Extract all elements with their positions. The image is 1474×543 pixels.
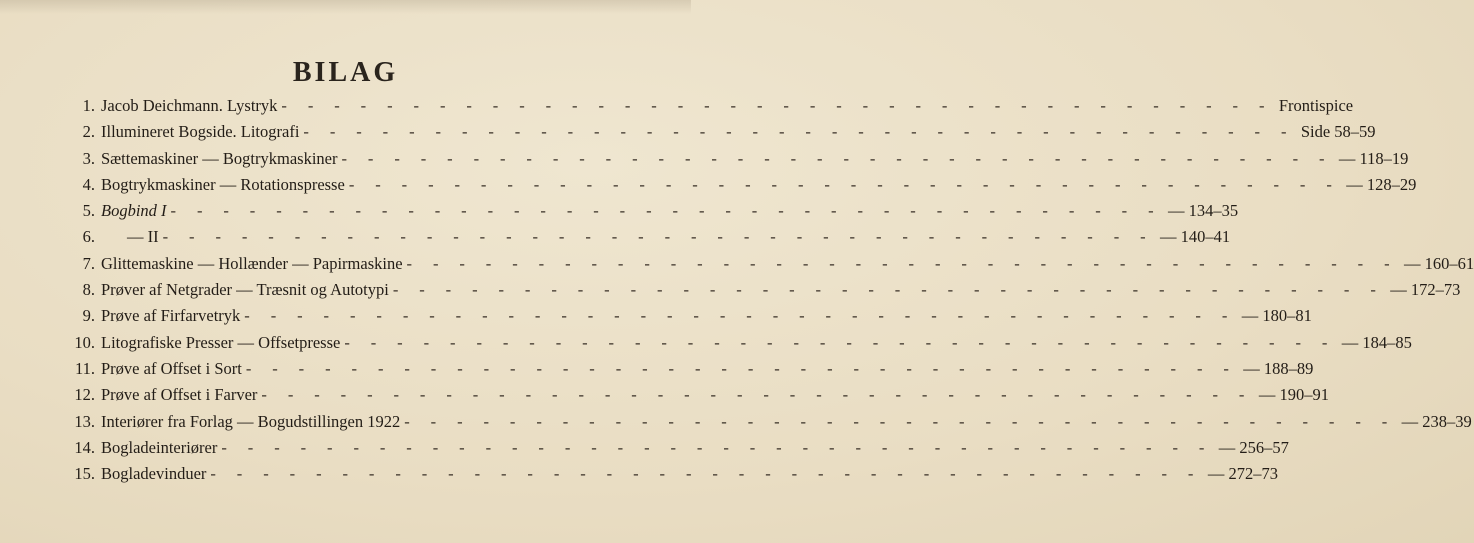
dot-leader: - - - - - - - - - - - - - - - - - - - - - - - - - - - - - - - - - - - - - - — [348, 174, 1341, 194]
entry-number: 1. — [82, 96, 95, 115]
list-item — [58, 119, 1376, 145]
entry-page: — 256–57 — [1218, 437, 1289, 457]
page-edge-shadow — [0, 0, 691, 14]
entry-label: Litografiske Presser — Offsetpresse — [101, 332, 341, 352]
list-item — [58, 146, 1409, 172]
dot-leader: - - - - - - - - - - - - - - - - - - - - - - - - - - - - - - - - - - - - - - — [162, 227, 1155, 247]
entry-label: Illumineret Bogside. Litografi — [101, 122, 300, 142]
entry-page: — 180–81 — [1241, 306, 1312, 326]
list-item — [58, 93, 1354, 119]
entry-label: Sættemaskiner — Bogtrykmaskiner — [101, 148, 338, 168]
dot-leader: - - - - - - - - - - - - - - - - - - - - - - - - - - - - - - - - - - - - - - — [170, 201, 1162, 221]
list-item — [58, 198, 1239, 224]
entry-label: Prøve af Offset i Sort — [101, 358, 242, 378]
list-item — [58, 224, 1231, 250]
entry-page: — 188–89 — [1243, 358, 1314, 378]
dot-leader: - - - - - - - - - - - - - - - - - - - - - - - - - - - - - - - - - - - - - - — [210, 464, 1202, 484]
entry-page: Side 58–59 — [1300, 122, 1376, 142]
plate-list — [58, 93, 1474, 487]
entry-page: — 238–39 — [1401, 411, 1472, 431]
entry-page: — 118–19 — [1338, 148, 1409, 168]
entry-label: — II — [127, 227, 159, 247]
entry-page: — 140–41 — [1160, 227, 1231, 247]
dot-leader: - - - - - - - - - - - - - - - - - - - - - - - - - - - - - - - - - - - - - - — [244, 306, 1236, 326]
entry-number: 8. — [82, 280, 95, 300]
entry-label-wrapper — [95, 224, 159, 250]
list-item — [58, 330, 1412, 356]
list-item — [58, 172, 1417, 198]
page-title: BILAG — [292, 56, 399, 88]
entry-number: 4. — [82, 174, 95, 194]
entry-label: Prøver af Netgrader — Træsnit og Autotypi — [101, 280, 389, 300]
list-item — [58, 435, 1289, 461]
list-item — [58, 409, 1472, 435]
entry-number: 13. — [74, 411, 95, 431]
entry-number: 7. — [82, 253, 95, 273]
entry-number: 15. — [74, 464, 95, 484]
entry-page: — 160–61 — [1403, 253, 1474, 273]
list-item — [58, 356, 1314, 382]
list-item — [58, 382, 1329, 408]
entry-label: Interiører fra Forlag — Bogudstillingen 1922 — [101, 411, 401, 431]
entry-label: Prøve af Firfarvetryk — [101, 306, 241, 326]
entry-number: 9. — [82, 306, 95, 326]
dot-leader: - - - - - - - - - - - - - - - - - - - - - - - - - - - - - - - - - - - - - - — [341, 148, 1333, 168]
entry-number: 5. — [82, 201, 95, 221]
dot-leader: - - - - - - - - - - - - - - - - - - - - - - - - - - - - - - - - - - - - - - — [303, 122, 1295, 142]
list-item — [58, 461, 1278, 487]
dot-leader: - - - - - - - - - - - - - - - - - - - - - - - - - - - - - - - - - - - - - - — [404, 411, 1396, 431]
dot-leader: - - - - - - - - - - - - - - - - - - - - - - - - - - - - - - - - - - - - - - — [245, 358, 1238, 378]
entry-label: Bogbind I — [101, 201, 167, 221]
entry-number: 14. — [74, 437, 95, 457]
list-item — [58, 251, 1474, 277]
entry-label: Glittemaskine — Hollænder — Papirmaskine — [101, 253, 403, 273]
entry-number: 2. — [82, 122, 95, 142]
dot-leader: - - - - - - - - - - - - - - - - - - - - - - - - - - - - - - - - - - - - - - — [406, 253, 1398, 273]
entry-label: Bogtrykmaskiner — Rotationspresse — [101, 174, 345, 194]
entry-label: Jacob Deichmann. Lystryk — [101, 96, 278, 115]
entry-page: — 184–85 — [1341, 332, 1412, 352]
entry-number: 11. — [74, 358, 95, 378]
entry-label: Prøve af Offset i Farver — [101, 385, 258, 405]
entry-number: 6. — [82, 227, 95, 247]
entry-page: — 172–73 — [1390, 280, 1461, 300]
entry-label: Bogladeinteriører — [101, 437, 218, 457]
dot-leader: - - - - - - - - - - - - - - - - - - - - - - - - - - - - - - - - - - - - - - — [281, 96, 1273, 115]
entry-number: 3. — [82, 148, 95, 168]
dot-leader: - - - - - - - - - - - - - - - - - - - - - - - - - - - - - - - - - - - - - - — [261, 385, 1253, 405]
dot-leader: - - - - - - - - - - - - - - - - - - - - - - - - - - - - - - - - - - - - - - — [392, 280, 1385, 300]
list-item — [58, 303, 1312, 329]
entry-page: — 272–73 — [1207, 464, 1278, 484]
entry-page: — 190–91 — [1258, 385, 1329, 405]
entry-page: Frontispice — [1278, 96, 1354, 115]
dot-leader: - - - - - - - - - - - - - - - - - - - - - - - - - - - - - - - - - - - - - - — [344, 332, 1336, 352]
entry-number: 10. — [74, 332, 95, 352]
entry-label: Bogladevinduer — [101, 464, 207, 484]
dot-leader: - - - - - - - - - - - - - - - - - - - - - - - - - - - - - - - - - - - - - - — [221, 437, 1213, 457]
entry-page: — 134–35 — [1167, 201, 1239, 221]
entry-number: 12. — [74, 385, 95, 405]
entry-page: — 128–29 — [1346, 174, 1417, 194]
list-item — [58, 277, 1461, 303]
